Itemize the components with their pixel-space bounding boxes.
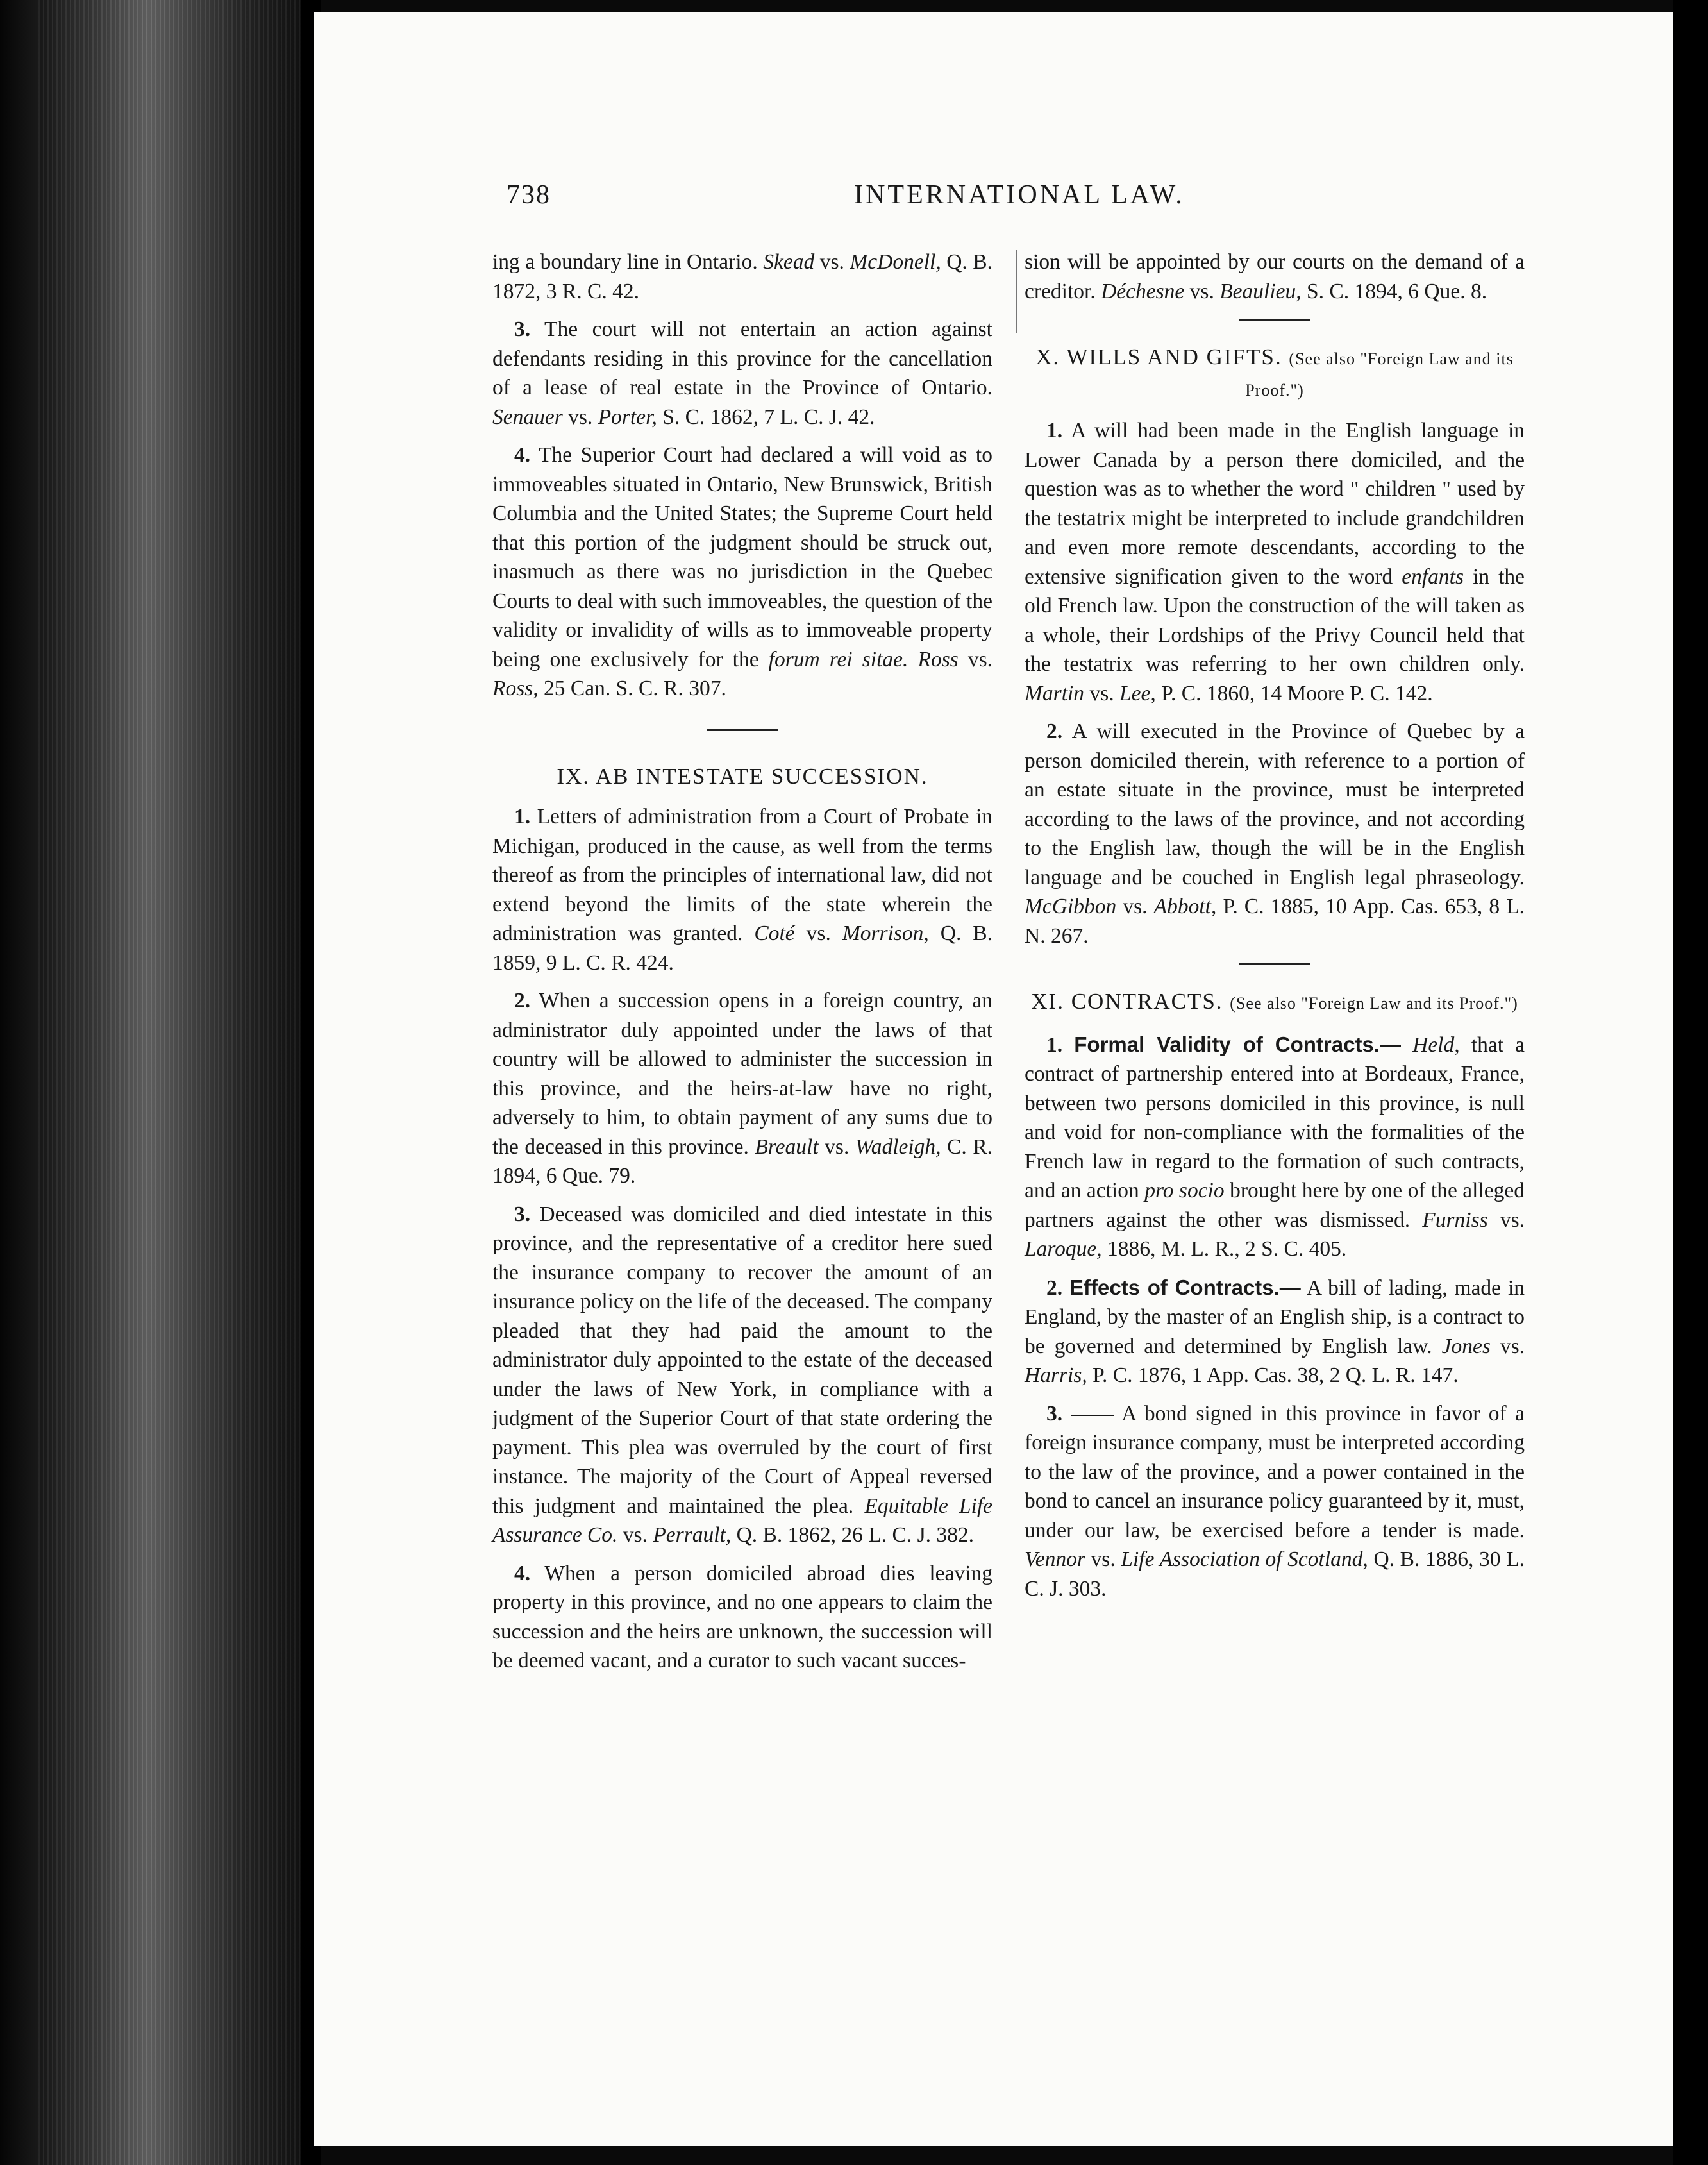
paragraph-4: 4. The Superior Court had declared a will void as to immoveables situated in Ontario, New Brunswick, British Columbia and the United States; the Supreme Court held that this portion of the judgment should be struck out, inasmuch as there was no jurisdiction in the Quebec Courts to deal with such immoveables, the question of the validity or invalidity of wills as to immoveable property being one exclusively for the forum rei sitae. Ross vs. Ross, 25 Can. S. C. R. 307. — [492, 443, 993, 700]
case-name: Life Association of Scotland, — [1121, 1547, 1368, 1571]
case-name: Vennor — [1025, 1547, 1085, 1571]
citation: Q. B. 1862, 26 L. C. J. 382. — [736, 1523, 974, 1547]
binding-texture — [38, 0, 308, 2165]
column-rule — [1016, 250, 1017, 333]
paragraph-3: 3. The court will not entertain an action against defendants residing in this province for the cancellation of a lease of real estate in the Province of Ontario. Senauer vs. Porter, S. C. 1862, 7 L. C. J. 42. — [492, 317, 992, 429]
case-name: Laroque, — [1025, 1237, 1102, 1261]
paragraph-continued: sion will be appointed by our courts on the demand of a creditor. Déchesne vs. Beaulieu, S. C. 1894, 6 Que. 8. — [1025, 250, 1525, 303]
paragraph-ix-1: 1. Letters of administration from a Court of Probate in Michigan, produced in the cause, as well from the terms thereof as from the principles of international law, did not extend beyond the limits of the state wherein the administration was granted. Coté vs. Morrison, Q. B. 1859, 9 L. C. R. 424. — [492, 805, 993, 975]
case-name: Beaulieu, — [1219, 279, 1302, 303]
section-rule — [1239, 319, 1310, 321]
case-name: Ross — [917, 647, 959, 671]
citation: 1886, M. L. R., 2 S. C. 405. — [1107, 1237, 1347, 1261]
paragraph-ix-2: 2. When a succession opens in a foreign country, an administrator duly appointed under the laws of that country will be allowed to administer the succession in this province, and the heirs-at-law have no right, adversely to him, to obtain payment of any sums due to the deceased in this province. Breault vs. Wadleigh, C. R. 1894, 6 Que. 79. — [492, 989, 993, 1188]
paragraph-continued: ing a boundary line in Ontario. Skead vs. McDonell, Q. B. 1872, 3 R. C. 42. — [492, 250, 992, 303]
paragraph-x-1: 1. A will had been made in the English language in Lower Canada by a person there domiciled, and the question was as to whether the word " children " used by the testatrix might be interpreted to include grandchildren and even more remote descendants, according to the extensive signification given to the word enfants in the old French law. Upon the construction of the will taken as a whole, their Lordships of the Privy Council held that the testatrix was referring to her own children only. Martin vs. Lee, P. C. 1860, 14 Moore P. C. 142. — [1025, 419, 1525, 705]
case-name: Morrison, — [842, 922, 929, 945]
case-name: Lee, — [1119, 681, 1156, 705]
paragraph-ix-4: 4. When a person domiciled abroad dies leaving property in this province, and no one appears to claim the succession and the heirs are unknown, the succession will be deemed vacant, and a curator to such vacant succes- — [492, 1561, 992, 1672]
case-name: Abbott, — [1153, 895, 1217, 918]
citation: P. C. 1876, 1 App. Cas. 38, 2 Q. L. R. 147. — [1093, 1363, 1459, 1387]
paragraph-xi-2: 2. Effects of Contracts.— A bill of lading, made in England, by the master of an English ship, is a contract to be governed and determined by English law. Jones vs. Harris, P. C. 1876, 1 App. Cas. 38, 2 Q. L. R. 147. — [1025, 1275, 1525, 1387]
paragraph-xi-3: 3. —— A bond signed in this province in favor of a foreign insurance company, must be interpreted according to the law of the province, and a power contained in the bond to cancel an insurance policy guaranteed by it, must, under our law, be exercised before a tender is made. Vennor vs. Life Association of Scotland, Q. B. 1886, 30 L. C. J. 303. — [1025, 1401, 1525, 1601]
case-name: Furniss — [1422, 1208, 1488, 1232]
citation: P. C. 1885, 10 App. Cas. 653, 8 L. N. 267. — [1025, 895, 1525, 948]
section-heading-x: X. WILLS AND GIFTS. (See also "Foreign Law and its Proof.") — [1035, 344, 1514, 400]
subheading: Formal Validity of Contracts.— — [1074, 1032, 1401, 1056]
section-heading-xi: XI. CONTRACTS. (See also "Foreign Law and its Proof.") — [1031, 989, 1518, 1014]
running-head — [507, 180, 1532, 224]
scan-border-right — [1673, 0, 1708, 2165]
case-name: Ross, — [492, 677, 539, 700]
case-name: Perrault, — [653, 1523, 732, 1547]
case-name: Jones — [1441, 1334, 1491, 1358]
case-name: Skead — [763, 250, 815, 274]
case-name: Porter, — [598, 405, 657, 429]
subheading: Effects of Contracts.— — [1069, 1275, 1301, 1299]
left-column — [492, 248, 992, 1685]
citation: Q. B. 1886, 30 L. C. J. 303. — [1025, 1547, 1525, 1601]
page-number: 738 — [507, 180, 551, 210]
paragraph-xi-1: 1. Formal Validity of Contracts.— Held, that a contract of partnership entered into at Bordeaux, France, between two persons domiciled in this province, is null and void for non-compliance with the formalities of the French law in regard to the formation of such contracts, and an action pro socio brought here by one of the alleged partners against the other was dismissed. Furniss vs. Laroque, 1886, M. L. R., 2 S. C. 405. — [1025, 1032, 1525, 1261]
case-name: Equitable Life Assurance Co. — [492, 1494, 993, 1547]
section-rule — [1239, 963, 1310, 965]
case-name: Wadleigh, — [855, 1134, 941, 1159]
citation: S. C. 1862, 7 L. C. J. 42. — [662, 405, 875, 429]
citation: S. C. 1894, 6 Que. 8. — [1307, 279, 1487, 303]
case-name: Martin — [1025, 681, 1085, 705]
running-head-title: INTERNATIONAL LAW. — [854, 180, 1185, 210]
book-page — [314, 12, 1673, 2146]
citation: Q. B. 1859, 9 L. C. R. 424. — [492, 922, 993, 975]
section-heading-ix: IX. AB INTESTATE SUCCESSION. — [557, 763, 928, 789]
section-rule — [707, 729, 778, 731]
case-name: Déchesne — [1101, 279, 1185, 303]
case-name: Coté — [754, 922, 795, 945]
citation: C. R. 1894, 6 Que. 79. — [492, 1134, 993, 1188]
case-name: Harris, — [1025, 1363, 1087, 1387]
paragraph-ix-3: 3. Deceased was domiciled and died intestate in this province, and the representative of a creditor here sued the insurance company to recover the amount of an insurance policy on the life of the deceased. The company pleaded that they had paid the amount to the administrator duly appointed to the estate of the deceased under the laws of New York, in compliance with a judgment of the Superior Court of that state ordering the payment. This plea was overruled by the court of first instance. The majority of the Court of Appeal reversed this judgment and maintained the plea. Equitable Life Assurance Co. vs. Perrault, Q. B. 1862, 26 L. C. J. 382. — [492, 1202, 993, 1547]
case-name: McGibbon — [1025, 895, 1117, 918]
case-name: Breault — [755, 1134, 819, 1159]
case-name: Senauer — [492, 405, 563, 429]
paragraph-x-2: 2. A will executed in the Province of Quebec by a person domiciled therein, with reference to a portion of an estate situate in the province, must be interpreted according to the laws of the province, and not according to the English law, though the will be in the English language and be couched in English legal phraseology. McGibbon vs. Abbott, P. C. 1885, 10 App. Cas. 653, 8 L. N. 267. — [1025, 720, 1525, 948]
case-name: McDonell, — [850, 250, 941, 274]
citation: Q. B. 1872, 3 R. C. 42. — [492, 250, 992, 303]
right-column — [1025, 248, 1525, 1612]
citation: 25 Can. S. C. R. 307. — [544, 677, 726, 700]
citation: P. C. 1860, 14 Moore P. C. 142. — [1161, 681, 1433, 705]
